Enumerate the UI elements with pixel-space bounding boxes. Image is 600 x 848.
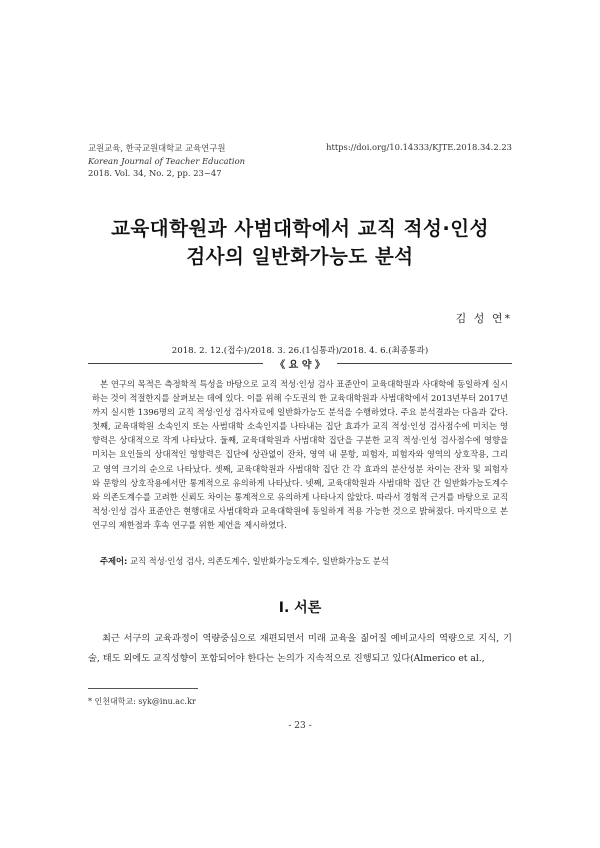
section-body-text: 최근 서구의 교육과정이 역량중심으로 재편되면서 미래 교육을 짊어질 예비교사의 역량으로 지식, 기술, 태도 외에도 교직성향이 포함되어야 한다는 논의가 지속적으로 진행되고 있다(Almerico et al., bbox=[88, 633, 512, 664]
page-number: - 23 - bbox=[288, 721, 312, 731]
abstract-text: 본 연구의 목적은 측정학적 특성을 바탕으로 교직 적성·인성 검사 표준안이 교육대학원과 사대학에 동일하게 실시하는 것이 적절한지를 살펴보는 데에 있다. 이를 위해 수도권의 한 교육대학원과 사범대학에서 2013년부터 2017년까지 실시한 1396명의 교직 적성·인성 검사자료에 일반화가능도 분석을 수행하였다. 주요 분석결과는 다음과 같다. 첫째, 교육대학원 소속인지 또는 사범대학 소속인지를 나타내는 집단 효과가 교직 적성·인성 검사점수에 미치는 영향력은 상대적으로 작게 나타났다. 둘째, 교육대학원과 사범대학 집단을 구분한 교직 적성·인성 검사점수에 영향을 미치는 요인들의 상대적인 영향력은 집단에 상관없이 잔차, 영역 내 문항, 피험자, 피험자와 영역의 상호작용, 그리고 영역 크기의 순으로 나타났다. 셋째, 교육대학원과 사범대학 집단 간 각 효과의 분산성분 차이는 잔차 및 피험자와 문항의 상호작용에서만 통계적으로 유의하게 나타났다. 넷째, 교육대학원과 사범대학 집단 간 일반화가능도계수와 의존도계수를 고려한 신뢰도 차이는 통계적으로 유의하게 나타나지 않았다. 따라서 경험적 근거를 바탕으로 교직 적성·인성 검사 표준안은 현행대로 사범대학과 교육대학원에 동일하게 적용 가능한 것으로 밝혀졌다. 마지막으로 본 연구의 제한점과 후속 연구를 위한 제언을 제시하였다. bbox=[92, 379, 508, 530]
doi-link[interactable]: https://doi.org/10.14333/KJTE.2018.34.2.23 bbox=[326, 142, 512, 152]
journal-name-ko: 교원교육, 한국교원대학교 교육연구원 bbox=[88, 143, 226, 153]
journal-header bbox=[88, 142, 245, 180]
keywords-text: 교직 적성·인성 검사, 의존도계수, 일반화가능도계수, 일반화가능도 분석 bbox=[130, 556, 389, 566]
section-title: Ⅰ. 서론 bbox=[278, 600, 322, 616]
keywords-label: 주제어: bbox=[100, 556, 128, 566]
author-name: 김 성 연* bbox=[455, 312, 512, 325]
abstract-label: 《 요 약 》 bbox=[275, 360, 325, 371]
abstract-heading bbox=[88, 356, 512, 370]
submission-dates: 2018. 2. 12.(접수)/2018. 3. 26.(1심통과)/2018. 4. 6.(최종통과) bbox=[171, 346, 429, 356]
footnote-rule bbox=[88, 688, 198, 689]
keywords bbox=[100, 555, 510, 567]
journal-issue: 2018. Vol. 34, No. 2, pp. 23~47 bbox=[88, 168, 222, 178]
paper-title bbox=[60, 215, 540, 271]
journal-name-en: Korean Journal of Teacher Education bbox=[88, 155, 246, 166]
title-line-1: 교육대학원과 사범대학에서 교직 적성·인성 bbox=[111, 217, 489, 240]
abstract-rule-right bbox=[337, 363, 512, 364]
author-footnote: * 인천대학교: syk@inu.ac.kr bbox=[88, 697, 196, 706]
title-line-2: 검사의 일반화가능도 분석 bbox=[186, 245, 414, 268]
